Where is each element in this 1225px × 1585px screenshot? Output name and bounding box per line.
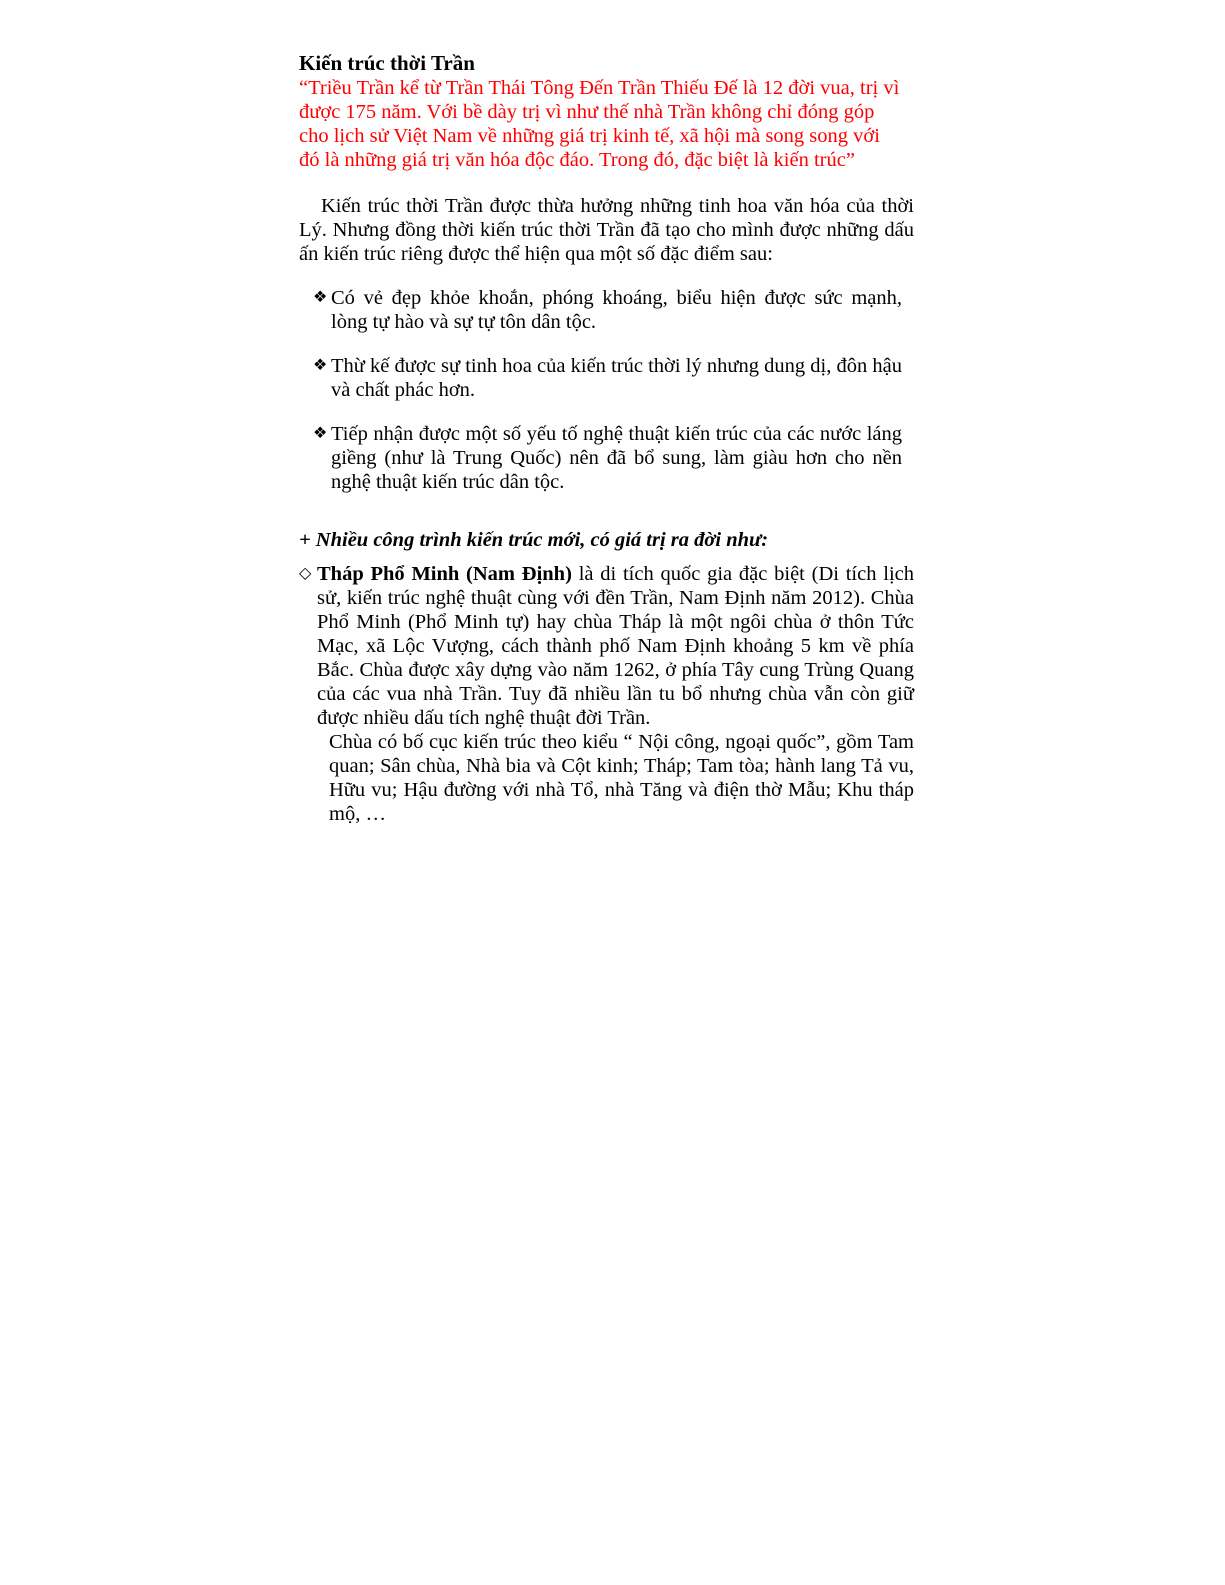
quote-paragraph <box>299 76 914 172</box>
feature-item <box>313 286 902 334</box>
feature-item <box>313 354 902 402</box>
feature-item <box>313 422 902 494</box>
feature-text: Thừ kế được sự tinh hoa của kiến trúc thời lý nhưng dung dị, đôn hậu và chất phác hơn. <box>331 355 902 401</box>
diamond-bullet-icon: ❖ <box>313 425 328 442</box>
quote-line: được 175 năm. Với bề dày trị vì như thế nhà Trần không chỉ đóng góp <box>299 101 875 123</box>
site-name: Tháp Phổ Minh (Nam Định) <box>317 563 572 585</box>
quote-line: cho lịch sử Việt Nam về những giá trị kinh tế, xã hội mà song song với <box>299 125 880 147</box>
feature-text: Tiếp nhận được một số yếu tố nghệ thuật kiến trúc của các nước láng giềng (như là Trung Quốc) nên đã bổ sung, làm giàu hơn cho nền nghệ thuật kiến trúc dân tộc. <box>331 423 902 493</box>
site-body <box>317 562 914 826</box>
diamond-bullet-icon: ❖ <box>313 357 328 374</box>
feature-text: Có vẻ đẹp khỏe khoắn, phóng khoáng, biểu hiện được sức mạnh, lòng tự hào và sự tự tôn dân tộc. <box>331 287 902 333</box>
works-subheading: + Nhiều công trình kiến trúc mới, có giá trị ra đời như: <box>299 529 769 551</box>
site-entry <box>299 562 914 826</box>
site-paragraph <box>317 562 914 730</box>
diamond-bullet-icon: ❖ <box>313 289 328 306</box>
quote-line: đó là những giá trị văn hóa độc đáo. Trong đó, đặc biệt là kiến trúc” <box>299 149 855 171</box>
quote-line: “Triều Trần kể từ Trần Thái Tông Đến Trần Thiếu Đế là 12 đời vua, trị vì <box>299 77 900 99</box>
site-description: là di tích quốc gia đặc biệt (Di tích lịch sử, kiến trúc nghệ thuật cùng với đền Trần, Nam Định năm 2012). Chùa Phổ Minh (Phổ Minh tự) hay chùa Tháp là một ngôi chùa ở thôn Tức Mạc, xã Lộc Vượng, cách thành phố Nam Định khoảng 5 km về phía Bắc. Chùa được xây dựng vào năm 1262, ở phía Tây cung Trùng Quang của các vua nhà Trần. Tuy đã nhiều lần tu bổ nhưng chùa vẫn còn giữ được nhiều dấu tích nghệ thuật đời Trần. <box>317 563 914 729</box>
feature-list <box>299 286 914 494</box>
site-layout-paragraph: Chùa có bố cục kiến trúc theo kiểu “ Nội công, ngoại quốc”, gồm Tam quan; Sân chùa, Nhà bia và Cột kinh; Tháp; Tam tòa; hành lang Tả vu, Hữu vu; Hậu đường với nhà Tổ, nhà Tăng và điện thờ Mẫu; Khu tháp mộ, … <box>329 731 914 825</box>
hollow-diamond-icon: ◇ <box>299 565 312 582</box>
document-page <box>299 50 914 826</box>
intro-paragraph: Kiến trúc thời Trần được thừa hưởng những tinh hoa văn hóa của thời Lý. Nhưng đồng thời kiến trúc thời Trần đã tạo cho mình được những dấu ấn kiến trúc riêng được thể hiện qua một số đặc điểm sau: <box>299 195 914 265</box>
section-heading: Kiến trúc thời Trần <box>299 51 475 75</box>
